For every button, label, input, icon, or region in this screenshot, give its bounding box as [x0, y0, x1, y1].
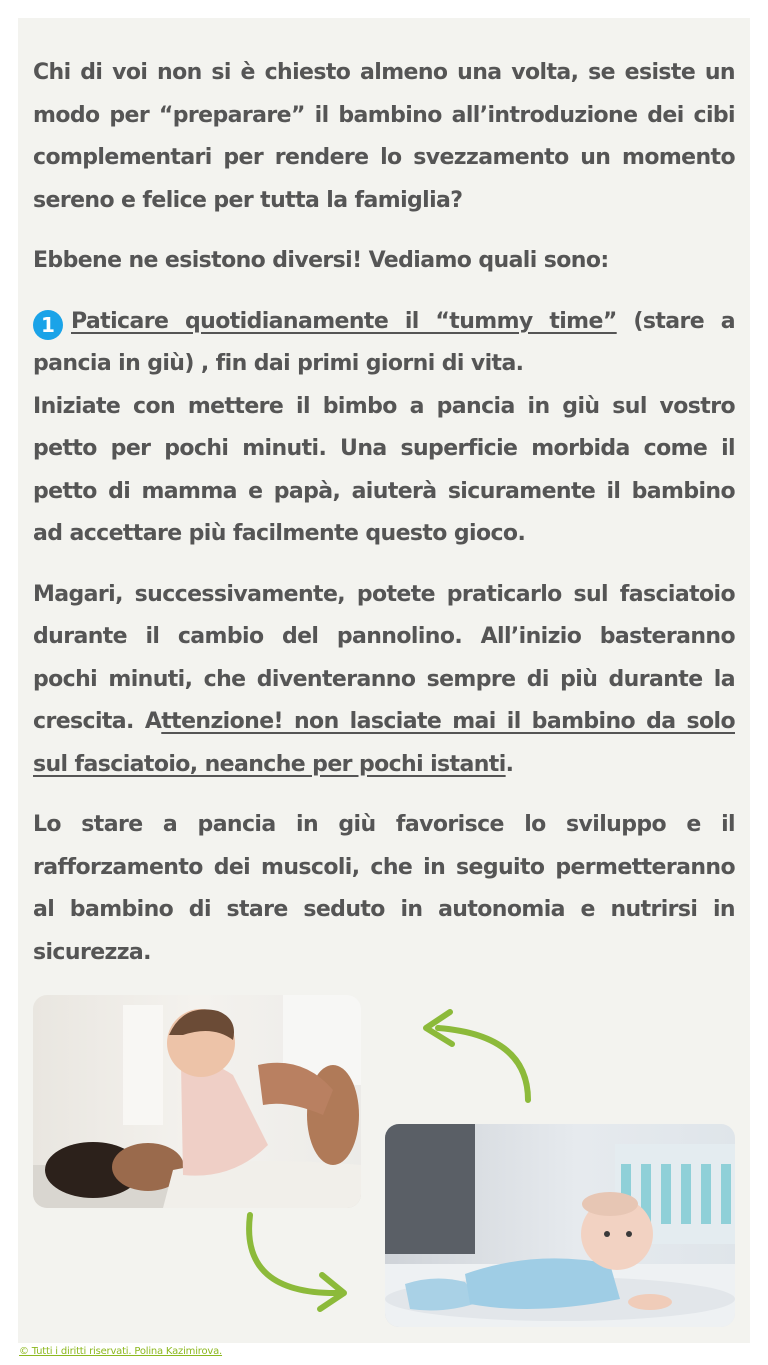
fasciatoio-paragraph: [33, 574, 735, 787]
article-body: [33, 52, 735, 992]
photo-baby-tummy-time: [385, 1124, 735, 1327]
curved-arrow-icon: [232, 1205, 362, 1320]
fasciatoio-text: Magari, successivamente, potete praticarlo sul fasciatoio durante il cambio del pannolino. All’inizio basteranno pochi minuti, che diventeranno sempre di più durante la crescita. A: [33, 581, 735, 734]
copyright-link[interactable]: © Tutti i diritti riservati. Polina Kazimirova.: [19, 1346, 223, 1357]
lead-paragraph: Ebbene ne esistono diversi! Vediamo quali sono:: [33, 248, 609, 273]
intro-paragraph: Chi di voi non si è chiesto almeno una volta, se esiste un modo per “preparare” il bambino all’introduzione dei cibi complementari per rendere lo svezzamento un momento sereno e felice per tutta la famiglia?: [33, 60, 735, 213]
tip-number-badge: 1: [33, 310, 63, 340]
curved-arrow-icon: [408, 1000, 543, 1110]
tip-title-rest: (stare a pancia in giù) , fin dai primi giorni di vita.: [33, 308, 736, 376]
tip-heading: [33, 301, 735, 386]
fasciatoio-end: .: [505, 751, 514, 777]
tip-body: Iniziate con mettere il bimbo a pancia in giù sul vostro petto per pochi minuti. Una superficie morbida come il petto di mamma e papà, aiuterà sicuramente il bambino ad accettare più facilmente questo gioco.: [33, 393, 735, 546]
benefits-paragraph: Lo stare a pancia in giù favorisce lo sviluppo e il rafforzamento dei muscoli, che in seguito permetteranno al bambino di stare seduto in autonomia e nutrirsi in sicurezza.: [33, 812, 735, 965]
tip-title: Paticare quotidianamente il “tummy time”: [71, 308, 617, 334]
warning-text: ttenzione! non lasciate mai il bambino da solo sul fasciatoio, neanche per pochi istanti: [33, 709, 735, 777]
photo-mother-baby: [33, 995, 361, 1208]
